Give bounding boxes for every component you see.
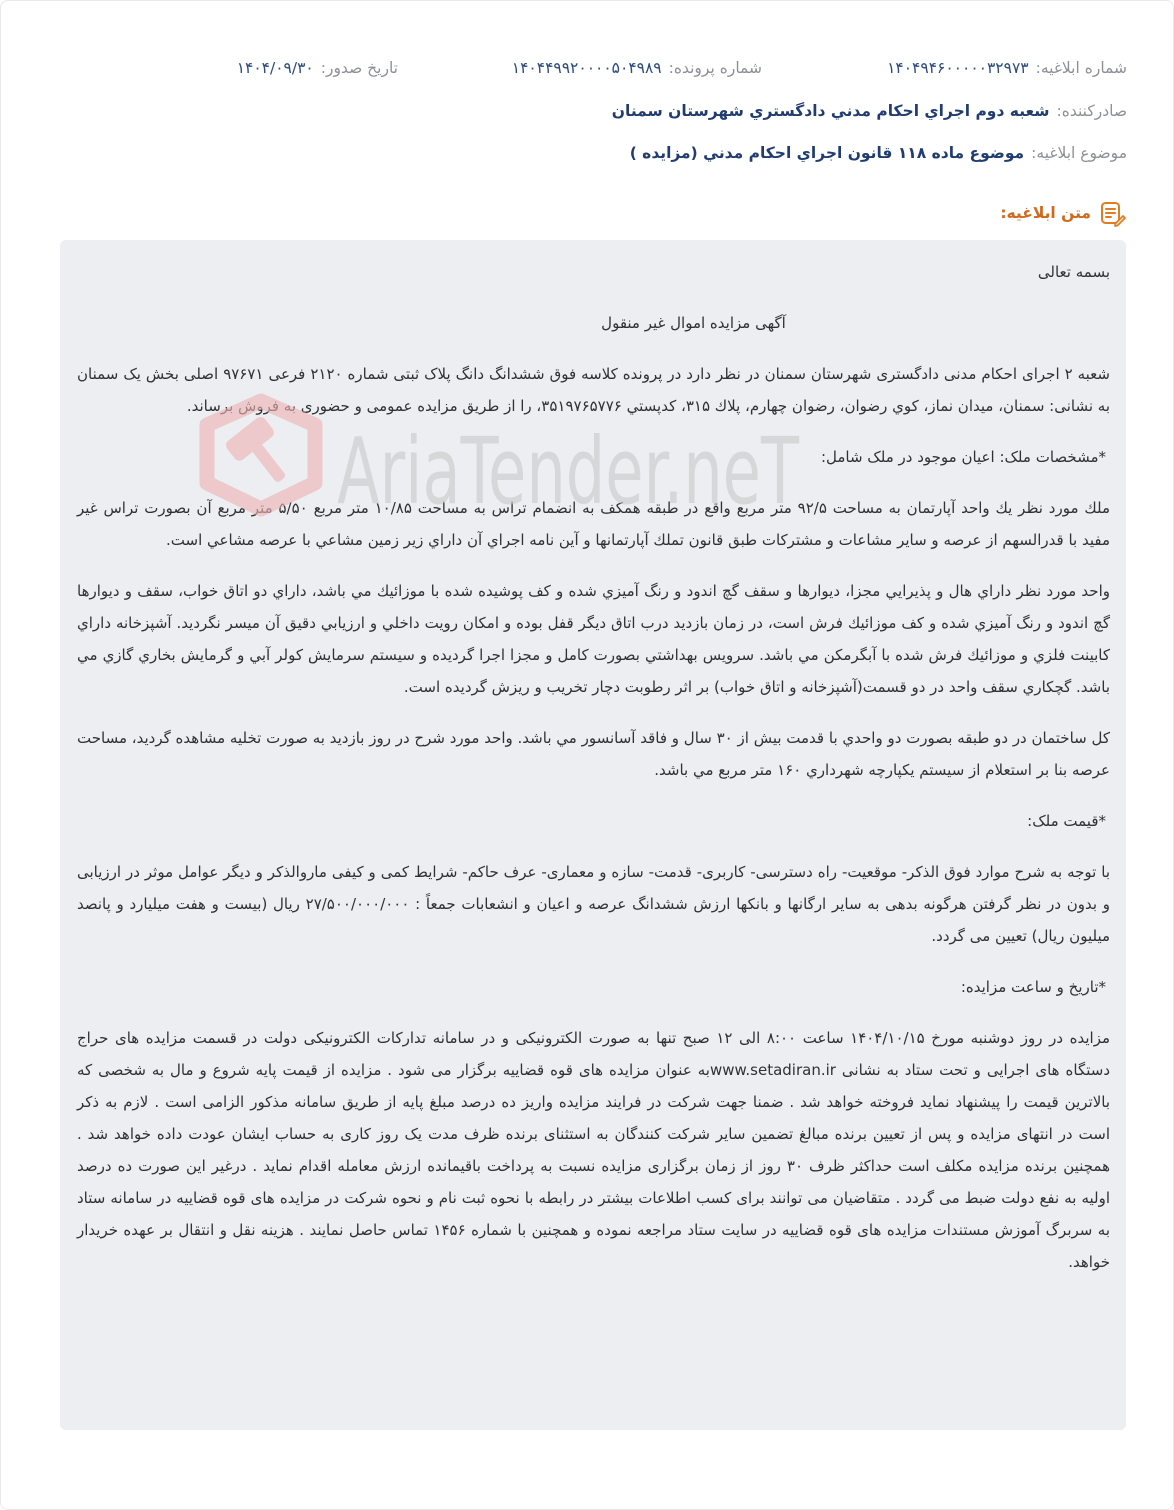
subject-value: موضوع ماده ۱۱۸ قانون اجراي احكام مدني (مزايده ) <box>629 144 1025 162</box>
issue-date-field <box>237 56 398 80</box>
case-number-label: شماره پرونده: <box>668 59 762 77</box>
salutation: بسمه تعالی <box>1037 263 1110 281</box>
notice-title: آگهی مزایده اموال غیر منقول <box>601 314 786 332</box>
notice-text-heading <box>1000 199 1126 227</box>
notice-paragraph-building: كل ساختمان در دو طبقه بصورت دو واحدي با قدمت بيش از ۳۰ سال و فاقد آسانسور مي باشد. واحد مورد شرح در روز بازديد به صورت تخليه مشاهده گرديد، مساحت عرصه بنا بر استعلام از سيستم يكپارچه شهرداري ۱۶۰ متر مربع مي باشد. <box>77 729 1110 779</box>
notice-paragraph-unit-details: واحد مورد نظر داراي هال و پذيرايي مجزا، ديوارها و سقف گچ اندود و رنگ آميزي شده و كف پوشيده شده با موزائيك مي باشد، داراي دو اتاق خواب، سقف و ديوارها گچ اندود و رنگ آميزي شده و كف موزائيك فرش است، در زمان بازديد درب اتاق ديگر قفل بوده و امكان رويت داخلي و ارزيابي دقيق آن ميسر نگرديد. آشپزخانه داراي كابينت فلزي و موزائيك فرش شده با آبگرمكن مي باشد. سرويس بهداشتي بصورت كامل و مجزا اجرا گرديده و سيستم سرمايش كولر آبي و گرمايش بخاري گازي مي باشد. گچكاري سقف واحد در دو قسمت(آشپزخانه و اتاق خواب) بر اثر رطوبت دچار تخريب و ريزش گرديده است. <box>77 582 1110 696</box>
case-number-value: ۱۴۰۴۴۹۹۲۰۰۰۰۵۰۴۹۸۹ <box>511 59 662 77</box>
subject-label: موضوع ابلاغیه: <box>1031 144 1127 162</box>
auction-datetime-heading: *تاریخ و ساعت مزایده: <box>960 978 1106 996</box>
case-number-field <box>512 56 762 80</box>
notice-number-field <box>887 56 1127 80</box>
subject-field <box>630 141 1127 165</box>
notice-paragraph-price: با توجه به شرح موارد فوق الذکر- موقعیت- راه دسترسی- کاربری- قدمت- سازه و معماری- عرف حاکم- شرایط کمی و کیفی ماروالذکر و دیگر عوامل موثر در ارزیابی و بدون در نظر گرفتن هرگونه بدهی به سایر ارگانها و بانکها ارزش ششدانگ عرصه و اعیان و انشعابات جمعاً : ۲۷/۵۰۰/۰۰۰/۰۰۰ ریال (بیست و هفت میلیارد و پانصد میلیون ریال) تعیین می گردد. <box>77 863 1110 945</box>
notice-paragraph-apartment: ملك مورد نظر يك واحد آپارتمان به مساحت ۹۲/۵ متر مربع واقع در طبقه همكف به انضمام تراس به مساحت ۱۰/۸۵ متر مربع ۵/۵۰ متر مربع آن بصورت تراس غير مفيد با قدرالسهم از عرصه و ساير مشاعات و مشتركات طبق قانون تملك آپارتمانها و آين نامه اجراي آن داراي زير زمين مشاعي با عرصه مشاعي است. <box>77 499 1110 549</box>
notice-number-label: شماره ابلاغیه: <box>1035 59 1127 77</box>
notice-paragraph-intro: شعبه ۲ اجرای احکام مدنی دادگستری شهرستان سمنان در نظر دارد در پرونده کلاسه فوق ششدانگ دانگ پلاک ثبتی شماره ۲۱۲۰ فرعی ۹۷۶۷۱ اصلی بخش یک سمنان به نشانی: سمنان، میدان نماز، كوي رضوان، رضوان چهارم، پلاك ۳۱۵، كدپستي ۳۵۱۹۷۶۵۷۷۶، را از طریق مزایده عمومی و حضوری به فروش برساند. <box>77 365 1110 415</box>
issuer-value: شعبه دوم اجراي احكام مدني دادگستري شهرستان سمنان <box>611 102 1050 120</box>
property-price-heading: *قیمت ملک: <box>1027 812 1106 830</box>
notice-text-title: متن ابلاغیه: <box>1000 204 1091 222</box>
notice-text-icon <box>1099 200 1126 227</box>
issue-date-value: ۱۴۰۴/۰۹/۳۰ <box>236 59 314 77</box>
issue-date-label: تاریخ صدور: <box>320 59 398 77</box>
issuer-label: صادرکننده: <box>1056 102 1127 120</box>
property-specs-heading: *مشخصات ملک: اعیان موجود در ملک شامل: <box>820 448 1106 466</box>
issuer-field <box>612 99 1127 123</box>
watermark-text: AriaTender.neT <box>337 418 800 517</box>
notice-paragraph-auction: مزایده در روز دوشنبه مورخ ۱۴۰۴/۱۰/۱۵ ساعت ۸:۰۰ الی ۱۲ صبح تنها به صورت الکترونیکی و در سامانه تدارکات الکترونیکی دولت در قسمت مزایده های حراج دستگاه های اجرایی و تحت ستاد به نشانی www.setadiran.irبه عنوان مزایده های قوه قضاییه برگزار می شود . مزایده از قیمت پایه شروع و مال به شخصی که بالاترین قیمت را پیشنهاد نماید فروخته خواهد شد . ضمنا جهت شرکت در فرایند مزایده واریز ده درصد مبلغ پایه از طریق سامانه مذکور الزامی است . لازم به ذکر است در انتهای مزایده و پس از تعیین برنده مبالغ تضمین سایر شرکت کنندگان به استثنای برنده ظرف مدت یک روز کاری به حساب ایشان عودت داده خواهد شد . همچنین برنده مزایده مکلف است حداکثر ظرف ۳۰ روز از زمان برگزاری مزایده نسبت به پرداخت باقیمانده ارزش معامله اقدام نماید . درغیر این صورت ده درصد اولیه به نفع دولت ضبط می گردد . متقاضیان می توانند برای کسب اطلاعات بیشتر در رابطه با نحوه ثبت نام و نحوه شرکت در مزایده های قوه قضاییه در سامانه ستاد به سربرگ آموزش مستندات مزایده های قوه قضاییه در سایت ستاد مراجعه نموده و همچنین با شماره ۱۴۵۶ تماس حاصل نمایند . هزینه نقل و انتقال بر عهده خریدار خواهد. <box>77 1029 1111 1271</box>
notice-number-value: ۱۴۰۴۹۴۶۰۰۰۰۰۳۲۹۷۳ <box>887 59 1029 77</box>
notice-body <box>60 240 1126 1430</box>
